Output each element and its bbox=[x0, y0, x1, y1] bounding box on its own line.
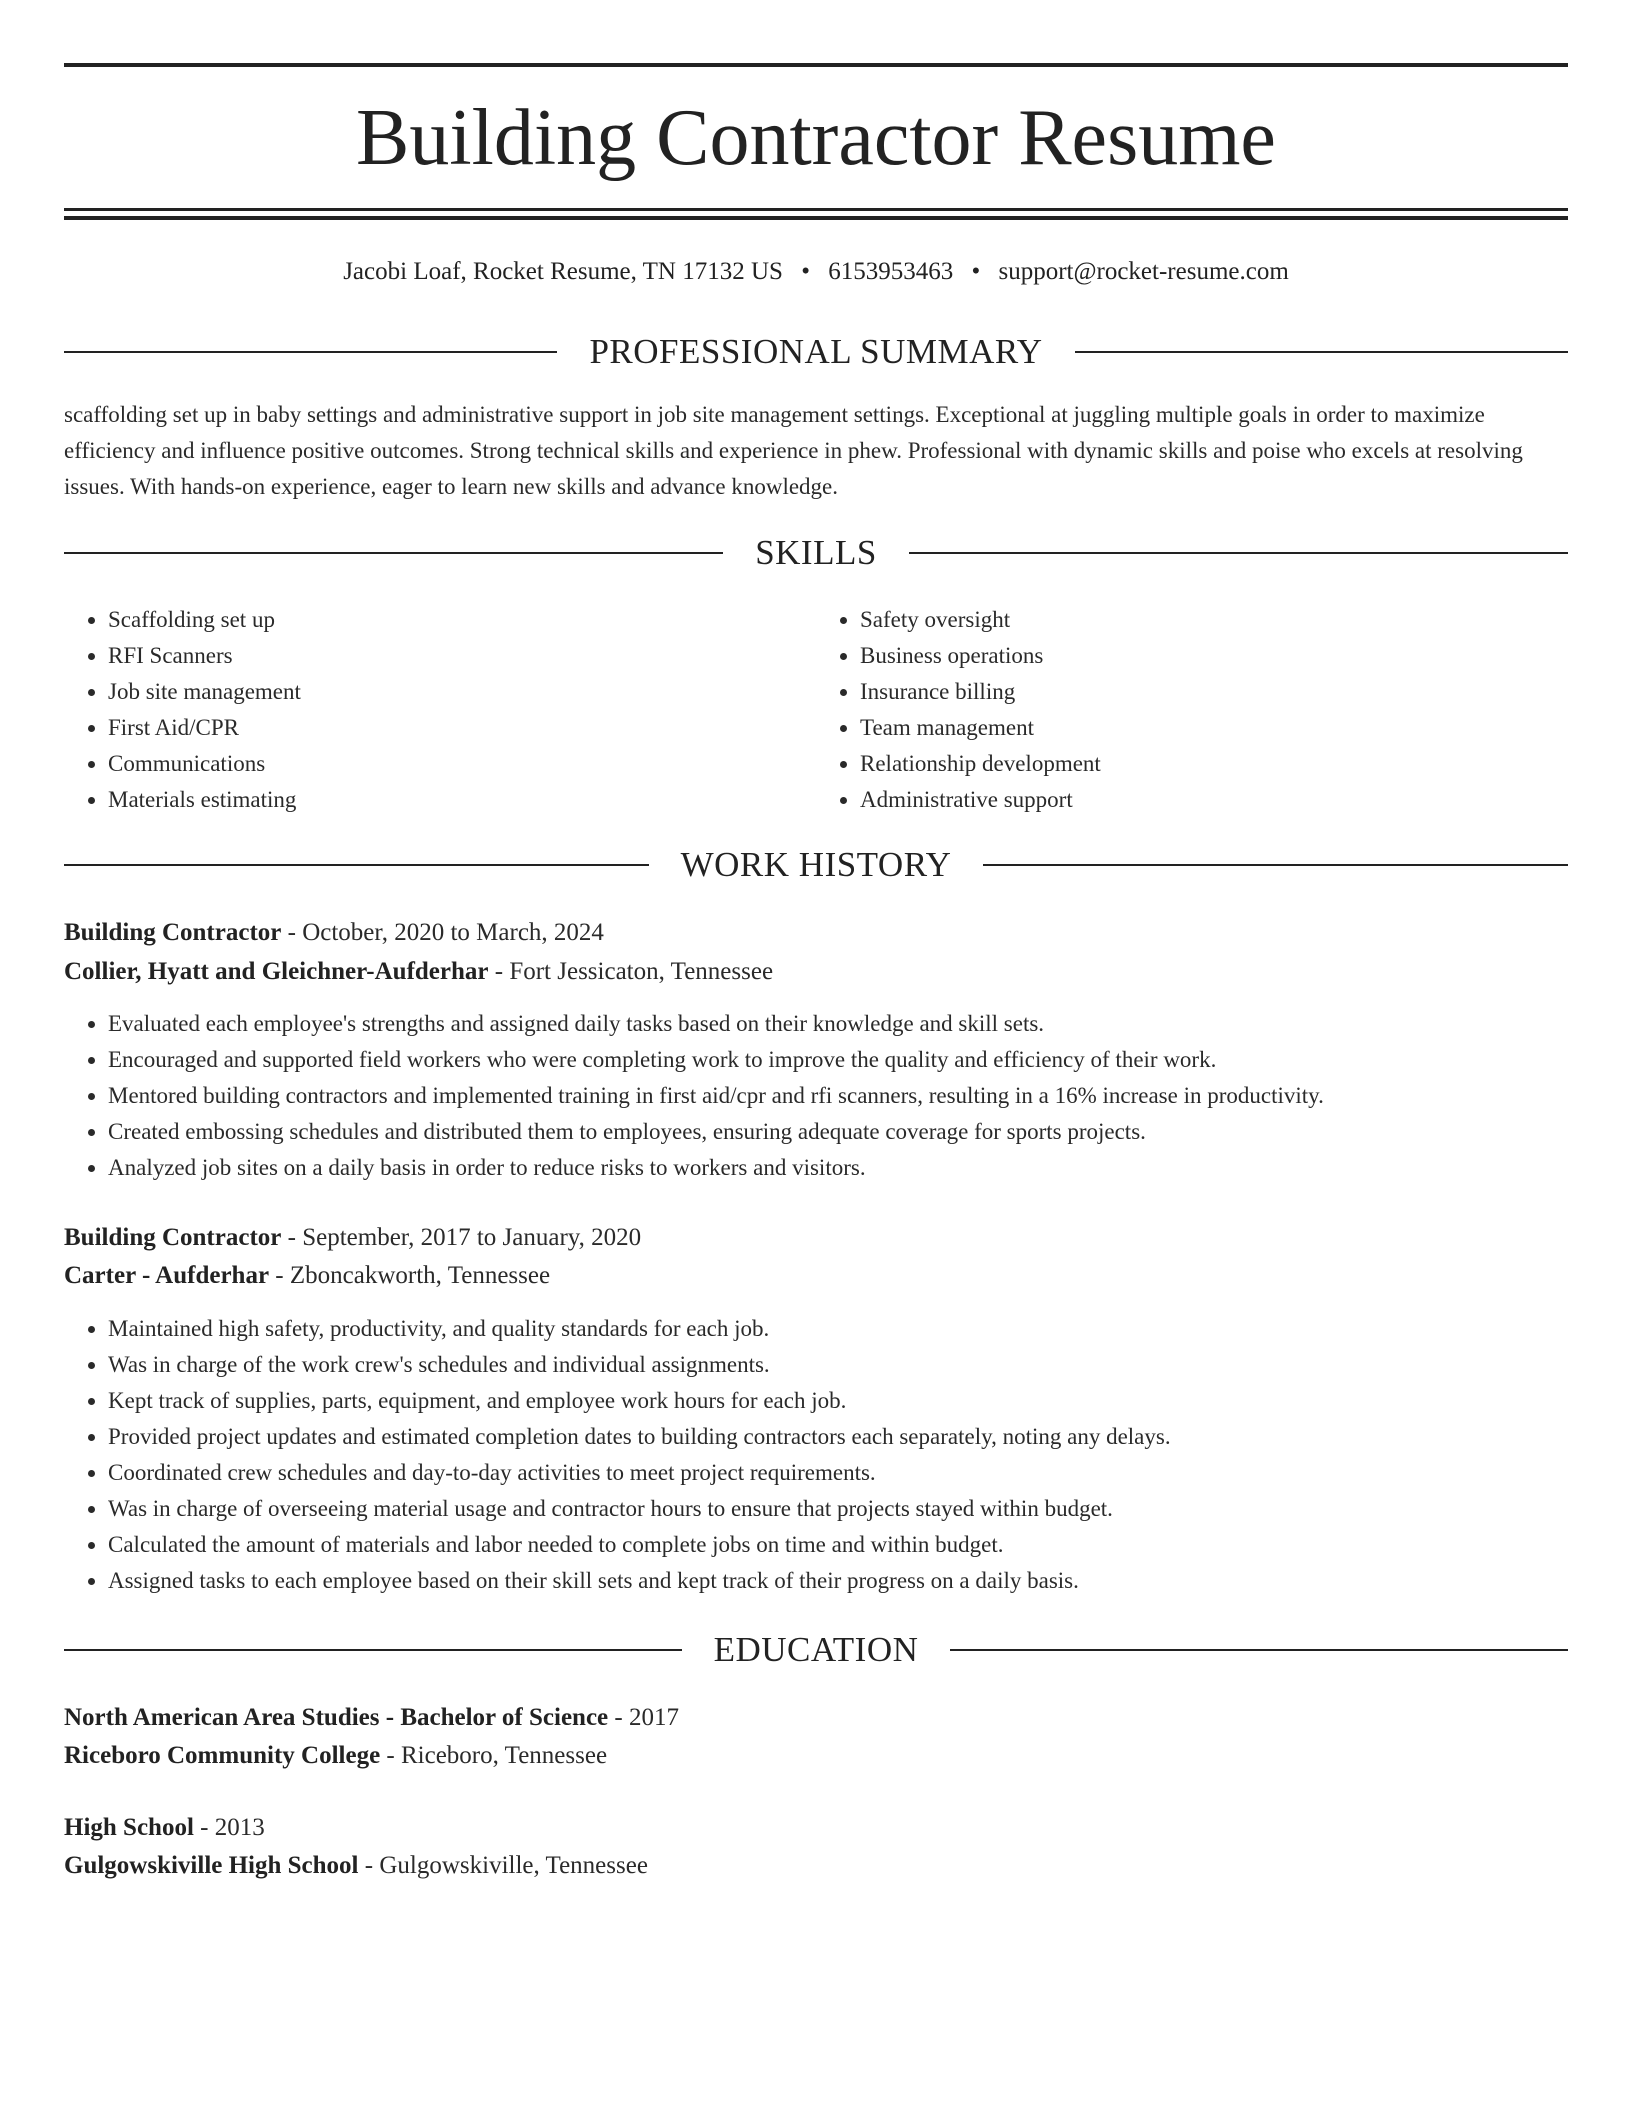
skill-item: • Insurance billing bbox=[860, 674, 1558, 710]
heading-rule bbox=[64, 351, 557, 353]
skill-item: • Materials estimating bbox=[108, 782, 806, 818]
education-school-line bbox=[64, 1737, 1568, 1775]
section-heading-summary bbox=[64, 330, 1568, 374]
section-heading-work bbox=[64, 843, 1568, 887]
education-year: - 2017 bbox=[608, 1704, 679, 1731]
summary-text: scaffolding set up in baby settings and administrative support in job site management settings. Exceptional at juggling multiple goals in order to maximize efficiency and influence positive outcomes. Strong technical skills and experience in phew. Professional with dynamic skills and poise who excels at resolving issues. With hands-on experience, eager to learn new skills and advance knowledge. bbox=[64, 402, 1523, 499]
skill-item: • Administrative support bbox=[860, 782, 1558, 818]
job-bullet: • Provided project updates and estimated completion dates to building contractors each separately, noting any delays. bbox=[108, 1419, 1612, 1455]
skill-item: • First Aid/CPR bbox=[108, 710, 806, 746]
skill-item: • RFI Scanners bbox=[108, 638, 806, 674]
skills-column-right bbox=[806, 602, 1558, 818]
education-degree: North American Area Studies - Bachelor of Science bbox=[64, 1704, 609, 1731]
heading-rule bbox=[983, 864, 1568, 866]
heading-rule bbox=[950, 1649, 1568, 1651]
heading-rule bbox=[64, 552, 723, 554]
job-bullet: • Assigned tasks to each employee based on their skill sets and kept track of their progress on a daily basis. bbox=[108, 1563, 1612, 1599]
job-bullet: • Created embossing schedules and distributed them to employees, ensuring adequate coverage for sports projects. bbox=[108, 1114, 1612, 1150]
contact-separator: • bbox=[801, 258, 810, 285]
job-bullets bbox=[64, 1311, 1612, 1599]
section-title: EDUCATION bbox=[713, 1630, 919, 1669]
top-rule bbox=[64, 63, 1568, 67]
contact-address: Jacobi Loaf, Rocket Resume, TN 17132 US bbox=[343, 258, 783, 285]
skill-item: • Business operations bbox=[860, 638, 1558, 674]
title-rule-upper bbox=[64, 208, 1568, 211]
skill-item: • Relationship development bbox=[860, 746, 1558, 782]
contact-phone: 6153953463 bbox=[828, 258, 954, 285]
job-bullet: • Was in charge of the work crew's schedules and individual assignments. bbox=[108, 1347, 1612, 1383]
education-school: Gulgowskiville High School bbox=[64, 1852, 359, 1879]
job-title: Building Contractor bbox=[64, 1224, 282, 1251]
title-rule-lower bbox=[64, 216, 1568, 220]
section-title: PROFESSIONAL SUMMARY bbox=[589, 332, 1043, 371]
job-title: Building Contractor bbox=[64, 919, 282, 946]
contact-line bbox=[64, 254, 1568, 290]
job-bullet: • Coordinated crew schedules and day-to-day activities to meet project requirements. bbox=[108, 1455, 1612, 1491]
job-dates: - October, 2020 to March, 2024 bbox=[281, 919, 604, 946]
skill-item: • Scaffolding set up bbox=[108, 602, 806, 638]
job-company-line bbox=[64, 953, 1568, 991]
education-degree-line bbox=[64, 1699, 1568, 1737]
skill-item: • Communications bbox=[108, 746, 806, 782]
job-title-line bbox=[64, 1219, 1568, 1257]
skill-item: • Job site management bbox=[108, 674, 806, 710]
heading-rule bbox=[909, 552, 1568, 554]
section-title: WORK HISTORY bbox=[680, 845, 952, 884]
contact-separator: • bbox=[971, 258, 981, 285]
job-bullets bbox=[64, 1006, 1612, 1186]
job-bullet: • Kept track of supplies, parts, equipment, and employee work hours for each job. bbox=[108, 1383, 1612, 1419]
job-bullet: • Calculated the amount of materials and labor needed to complete jobs on time and within budget. bbox=[108, 1527, 1612, 1563]
education-school: Riceboro Community College bbox=[64, 1742, 381, 1769]
education-location: - Gulgowskiville, Tennessee bbox=[358, 1852, 648, 1879]
heading-rule bbox=[1075, 351, 1568, 353]
skills-column-left bbox=[64, 602, 806, 818]
contact-email: support@rocket-resume.com bbox=[998, 258, 1289, 285]
job-bullet: • Analyzed job sites on a daily basis in order to reduce risks to workers and visitors. bbox=[108, 1150, 1612, 1186]
education-location: - Riceboro, Tennessee bbox=[380, 1742, 608, 1769]
job-location: - Fort Jessicaton, Tennessee bbox=[488, 958, 774, 985]
job-location: - Zboncakworth, Tennessee bbox=[269, 1262, 551, 1289]
heading-rule bbox=[64, 864, 649, 866]
heading-rule bbox=[64, 1649, 682, 1651]
section-heading-education bbox=[64, 1628, 1568, 1672]
job-bullet: • Encouraged and supported field workers who were completing work to improve the quality and efficiency of their work. bbox=[108, 1042, 1612, 1078]
job-title-line bbox=[64, 914, 1568, 952]
job-bullet: • Mentored building contractors and implemented training in first aid/cpr and rfi scanners, resulting in a 16% increase in productivity. bbox=[108, 1078, 1612, 1114]
job-company: Collier, Hyatt and Gleichner-Aufderhar bbox=[64, 958, 489, 985]
education-year: - 2013 bbox=[193, 1814, 265, 1841]
section-heading-skills bbox=[64, 531, 1568, 575]
job-bullet: • Evaluated each employee's strengths and assigned daily tasks based on their knowledge and skill sets. bbox=[108, 1006, 1612, 1042]
section-title: SKILLS bbox=[755, 533, 877, 572]
resume-title: Building Contractor Resume bbox=[356, 94, 1276, 182]
job-company: Carter - Aufderhar bbox=[64, 1262, 270, 1289]
job-dates: - September, 2017 to January, 2020 bbox=[281, 1224, 642, 1251]
job-company-line bbox=[64, 1257, 1568, 1295]
education-school-line bbox=[64, 1847, 1568, 1885]
skill-item: • Safety oversight bbox=[860, 602, 1558, 638]
education-degree: High School bbox=[64, 1814, 194, 1841]
education-degree-line bbox=[64, 1809, 1568, 1847]
job-bullet: • Was in charge of overseeing material usage and contractor hours to ensure that projects stayed within budget. bbox=[108, 1491, 1612, 1527]
job-bullet: • Maintained high safety, productivity, and quality standards for each job. bbox=[108, 1311, 1612, 1347]
skill-item: • Team management bbox=[860, 710, 1558, 746]
skills-list bbox=[64, 602, 1568, 818]
